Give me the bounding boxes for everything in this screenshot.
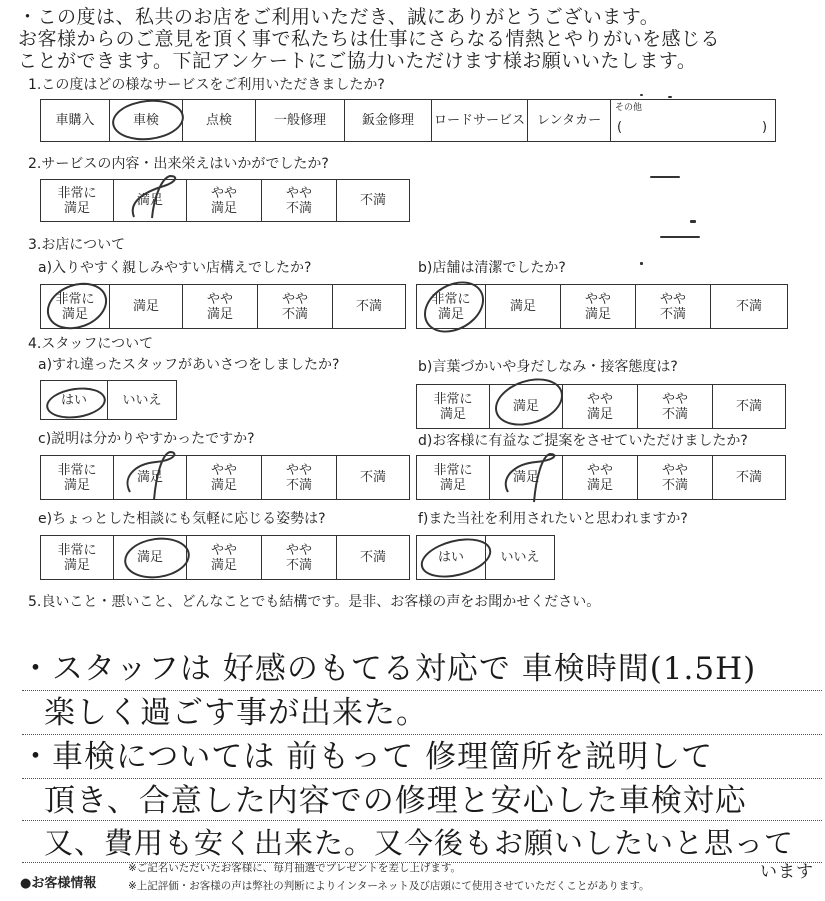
q3b-option[interactable]: 満足: [486, 285, 561, 329]
handwritten-line-4: 頂き、合意した内容での修理と安心した車検対応: [44, 783, 747, 819]
q4c-option[interactable]: 不満: [337, 456, 410, 500]
q3a-question: a)入りやすく親しみやすい店構えでしたか?: [38, 260, 312, 276]
q4c-option[interactable]: やや 不満: [262, 456, 337, 500]
scan-speck: [660, 236, 700, 238]
q4f-option[interactable]: はい: [417, 536, 486, 580]
intro-line-1: ・この度は、私共のお店をご利用いただき、誠にありがとうございます。: [18, 6, 660, 28]
q4a-options: [40, 380, 177, 420]
scan-speck: [690, 220, 696, 223]
footer-note-2: ※上記評価・お客様の声は弊社の判断によりインターネット及び店頭にて使用させていただくことがあります。: [128, 880, 650, 892]
q4c-options: [40, 455, 410, 500]
intro-line-3: ことができます。下記アンケートにご協力いただけます様お願いいたします。: [18, 50, 697, 72]
q2-option[interactable]: 非常に 満足: [41, 180, 114, 222]
q3b-option[interactable]: やや 不満: [636, 285, 711, 329]
q3b-option[interactable]: 非常に 満足: [417, 285, 486, 329]
q2-question: 2.サービスの内容・出来栄えはいかがでしたか?: [28, 156, 329, 172]
q4d-selection-mark: [496, 450, 562, 504]
q1-other-open: (: [617, 120, 623, 135]
q4e-option[interactable]: 満足: [114, 536, 187, 580]
scan-speck: [650, 176, 680, 178]
q1-options: [40, 99, 776, 142]
q1-option[interactable]: 車検: [110, 100, 183, 142]
q3a-option[interactable]: 満足: [110, 285, 183, 329]
q4c-option[interactable]: やや 満足: [187, 456, 262, 500]
q3b-options: [416, 284, 788, 329]
q4e-option[interactable]: やや 不満: [262, 536, 337, 580]
q4e-option[interactable]: 不満: [337, 536, 410, 580]
scan-speck: [640, 262, 643, 265]
q2-option[interactable]: 不満: [337, 180, 410, 222]
q2-selection-mark: [124, 172, 184, 224]
q3b-option[interactable]: 不満: [711, 285, 788, 329]
q3a-option[interactable]: 非常に 満足: [41, 285, 110, 329]
q2-option[interactable]: 満足: [114, 180, 187, 222]
q4b-question: b)言葉づかいや身だしなみ・接客態度は?: [418, 359, 678, 375]
q4a-option[interactable]: いいえ: [108, 381, 177, 420]
q4b-option[interactable]: 満足: [490, 385, 563, 429]
footer-note-1: ※ご記名いただいたお客様に、毎月抽選でプレゼントを差し上げます。: [128, 862, 462, 874]
q1-option[interactable]: 鈑金修理: [345, 100, 432, 142]
q4b-option[interactable]: 不満: [713, 385, 786, 429]
q4e-question: e)ちょっとした相談にも気軽に応じる姿勢は?: [38, 511, 326, 527]
q1-option[interactable]: 一般修理: [256, 100, 345, 142]
q1-other-label: その他: [615, 103, 643, 113]
q1-question: 1.この度はどの様なサービスをご利用いただきましたか?: [28, 77, 385, 93]
q1-option[interactable]: 車購入: [41, 100, 110, 142]
customer-info-label: ●お客様情報: [20, 876, 97, 891]
q4f-question: f)また当社を利用されたいと思われますか?: [418, 511, 688, 527]
q4a-question: a)すれ違ったスタッフがあいさつをしましたか?: [38, 357, 340, 373]
q3a-option[interactable]: 不満: [333, 285, 406, 329]
q4b-option[interactable]: 非常に 満足: [417, 385, 490, 429]
scan-speck: [668, 96, 672, 98]
q4b-option[interactable]: やや 不満: [638, 385, 713, 429]
answer-rule: [22, 690, 822, 691]
q4a-option[interactable]: はい: [41, 381, 108, 420]
handwritten-line-5: 又、費用も安く出来た。又今後もお願いしたいと思って: [44, 826, 795, 860]
q4b-option[interactable]: やや 満足: [563, 385, 638, 429]
q3a-option[interactable]: やや 不満: [258, 285, 333, 329]
q4c-question: c)説明は分かりやすかったですか?: [38, 431, 255, 447]
intro-line-2: お客様からのご意見を頂く事で私たちは仕事にさらなる情熱とやりがいを感じる: [18, 28, 721, 50]
q4d-option[interactable]: 満足: [490, 456, 563, 500]
q2-option[interactable]: やや 満足: [187, 180, 262, 222]
answer-rule: [22, 734, 822, 735]
scan-speck: [640, 94, 643, 96]
q3b-option[interactable]: やや 満足: [561, 285, 636, 329]
q3a-option[interactable]: やや 満足: [183, 285, 258, 329]
q2-options: [40, 179, 410, 222]
q4d-option[interactable]: 非常に 満足: [417, 456, 490, 500]
q1-option[interactable]: ロードサービス: [432, 100, 528, 142]
q2-option[interactable]: やや 不満: [262, 180, 337, 222]
intro-text: [18, 6, 818, 72]
q4d-option[interactable]: やや 満足: [563, 456, 638, 500]
q4d-options: [416, 455, 786, 500]
q1-other-field[interactable]: [611, 100, 776, 142]
handwritten-line-2: 楽しく過ごす事が出来た。: [44, 695, 428, 731]
q4d-question: d)お客様に有益なご提案をさせていただけましたか?: [418, 433, 748, 449]
handwritten-line-1: ・スタッフは 好感のもてる対応で 車検時間(1.5H): [20, 651, 757, 687]
q4b-options: [416, 384, 786, 429]
q4c-option[interactable]: 非常に 満足: [41, 456, 114, 500]
handwritten-line-6: います: [760, 862, 814, 882]
q1-option[interactable]: 点検: [183, 100, 256, 142]
q4c-option[interactable]: 満足: [114, 456, 187, 500]
q4c-selection-mark: [120, 448, 182, 504]
q1-option[interactable]: レンタカー: [528, 100, 611, 142]
q4d-option[interactable]: 不満: [713, 456, 786, 500]
q4f-option[interactable]: いいえ: [486, 536, 555, 580]
q3-title: 3.お店について: [28, 237, 126, 253]
q4e-option[interactable]: やや 満足: [187, 536, 262, 580]
q4e-option[interactable]: 非常に 満足: [41, 536, 114, 580]
q5-question: 5.良いこと・悪いこと、どんなことでも結構です。是非、お客様の声をお聞かせください。: [28, 594, 601, 610]
q4-title: 4.スタッフについて: [28, 336, 154, 352]
q3b-question: b)店舗は清潔でしたか?: [418, 260, 566, 276]
q4f-options: [416, 535, 555, 580]
q4d-option[interactable]: やや 不満: [638, 456, 713, 500]
q4e-options: [40, 535, 410, 580]
answer-rule: [22, 820, 822, 821]
q3a-options: [40, 284, 406, 329]
handwritten-line-3: ・車検については 前もって 修理箇所を説明して: [20, 739, 714, 775]
q1-other-close: ): [761, 120, 768, 135]
answer-rule: [22, 778, 822, 779]
